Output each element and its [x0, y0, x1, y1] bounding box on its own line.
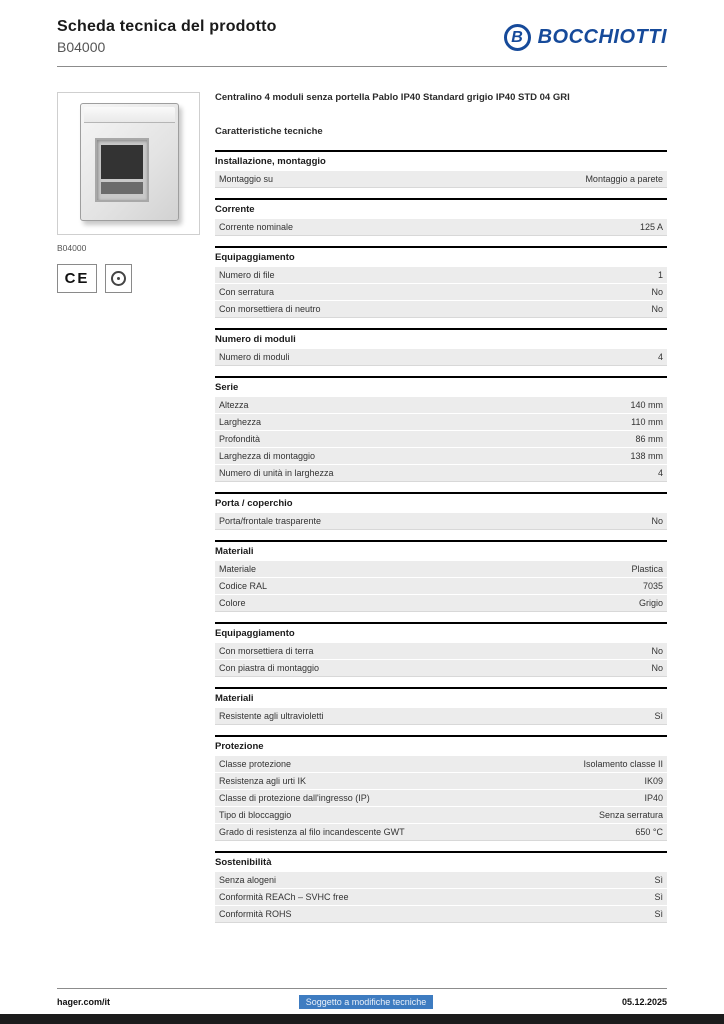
round-certification-icon [111, 271, 126, 286]
spec-row [215, 595, 667, 612]
spec-value: 7035 [642, 580, 663, 591]
spec-value: 140 mm [630, 399, 663, 410]
spec-section [215, 735, 667, 841]
spec-label: Conformità REACh – SVHC free [219, 891, 349, 902]
spec-row [215, 807, 667, 824]
spec-label: Altezza [219, 399, 249, 410]
spec-row [215, 397, 667, 414]
spec-row [215, 219, 667, 236]
right-column [215, 92, 667, 933]
technical-characteristics-heading: Caratteristiche tecniche [215, 125, 323, 137]
spec-label: Numero di file [219, 269, 275, 280]
spec-label: Montaggio su [219, 173, 274, 184]
spec-section-title: Porta / coperchio [215, 492, 667, 513]
spec-row [215, 773, 667, 790]
bottom-black-bar [0, 1014, 724, 1024]
spec-value: 125 A [639, 221, 663, 232]
spec-section [215, 540, 667, 612]
footer-date: 05.12.2025 [621, 997, 667, 1007]
spec-section [215, 376, 667, 482]
spec-row [215, 284, 667, 301]
spec-section-title: Materiali [215, 540, 667, 561]
spec-value: 86 mm [635, 433, 663, 444]
bocchiotti-logo [504, 24, 667, 51]
spec-value: 4 [657, 351, 663, 362]
spec-section-title: Materiali [215, 687, 667, 708]
spec-row [215, 824, 667, 841]
enclosure-drawing [80, 103, 179, 221]
spec-section [215, 246, 667, 318]
spec-value: Sì [654, 891, 663, 902]
footer-website[interactable]: hager.com/it [57, 997, 111, 1007]
page-title: Scheda tecnica del prodotto [57, 18, 277, 35]
spec-label: Con morsettiera di neutro [219, 303, 321, 314]
product-title: Centralino 4 moduli senza portella Pablo IP40 Standard grigio IP40 STD 04 GRI [215, 92, 570, 103]
spec-value: 1 [657, 269, 663, 280]
spec-value: Sì [654, 874, 663, 885]
spec-label: Con morsettiera di terra [219, 645, 314, 656]
product-image-caption: B04000 [57, 243, 87, 253]
spec-row [215, 790, 667, 807]
spec-row [215, 756, 667, 773]
spec-value: Senza serratura [598, 809, 663, 820]
spec-row [215, 708, 667, 725]
spec-section-title: Serie [215, 376, 667, 397]
enclosure-lower-slot [101, 182, 143, 194]
spec-label: Materiale [219, 563, 257, 574]
bocchiotti-logo-icon: B [504, 24, 531, 51]
spec-label: Classe protezione [219, 758, 292, 769]
spec-label: Numero di unità in larghezza [219, 467, 334, 478]
spec-value: 650 °C [635, 826, 663, 837]
spec-row [215, 643, 667, 660]
spec-value: No [651, 286, 663, 297]
spec-section-title: Installazione, montaggio [215, 150, 667, 171]
product-code: B04000 [57, 39, 106, 55]
spec-label: Larghezza [219, 416, 262, 427]
spec-section-title: Protezione [215, 735, 667, 756]
spec-value: No [651, 662, 663, 673]
spec-row [215, 578, 667, 595]
spec-row [215, 349, 667, 366]
spec-value: Montaggio a parete [585, 173, 663, 184]
left-column [57, 92, 202, 293]
header-divider [57, 66, 667, 67]
spec-row [215, 561, 667, 578]
spec-value: IP40 [644, 792, 663, 803]
spec-value: Sì [654, 908, 663, 919]
spec-label: Grado di resistenza al filo incandescente GWT [219, 826, 405, 837]
spec-value: Plastica [631, 563, 663, 574]
spec-section [215, 150, 667, 188]
spec-label: Senza alogeni [219, 874, 277, 885]
spec-section [215, 622, 667, 677]
spec-section [215, 492, 667, 530]
spec-section-title: Numero di moduli [215, 328, 667, 349]
spec-row [215, 448, 667, 465]
spec-label: Corrente nominale [219, 221, 294, 232]
spec-value: 4 [657, 467, 663, 478]
spec-row [215, 872, 667, 889]
spec-value: Sì [654, 710, 663, 721]
spec-value: No [651, 645, 663, 656]
footer-disclaimer: Soggetto a modifiche tecniche [299, 995, 434, 1009]
product-image [57, 92, 200, 235]
spec-label: Con piastra di montaggio [219, 662, 320, 673]
ce-mark: CE [57, 264, 97, 293]
spec-value: Grigio [638, 597, 663, 608]
spec-section [215, 328, 667, 366]
spec-row [215, 171, 667, 188]
spec-section [215, 198, 667, 236]
spec-row [215, 513, 667, 530]
spec-label: Classe di protezione dall'ingresso (IP) [219, 792, 370, 803]
enclosure-dark-slot [101, 145, 143, 179]
spec-value: Isolamento classe II [583, 758, 663, 769]
spec-row [215, 465, 667, 482]
round-certification-mark [105, 264, 132, 293]
certifications [57, 264, 202, 293]
spec-section [215, 851, 667, 923]
spec-section-title: Equipaggiamento [215, 246, 667, 267]
spec-label: Larghezza di montaggio [219, 450, 316, 461]
page-footer [57, 988, 667, 1009]
spec-row [215, 906, 667, 923]
spec-section-title: Sostenibilità [215, 851, 667, 872]
spec-value: 138 mm [630, 450, 663, 461]
enclosure-module-window [95, 138, 149, 202]
spec-section-title: Corrente [215, 198, 667, 219]
spec-value: 110 mm [631, 416, 663, 427]
spec-row [215, 660, 667, 677]
spec-label: Porta/frontale trasparente [219, 515, 322, 526]
spec-section-title: Equipaggiamento [215, 622, 667, 643]
brand-name: BOCCHIOTTI [537, 26, 667, 48]
spec-label: Colore [219, 597, 246, 608]
spec-value: IK09 [644, 775, 663, 786]
spec-label: Con serratura [219, 286, 275, 297]
spec-label: Profondità [219, 433, 261, 444]
spec-label: Conformità ROHS [219, 908, 292, 919]
spec-row [215, 301, 667, 318]
spec-sections [215, 150, 667, 923]
enclosure-lid [84, 107, 175, 123]
spec-label: Tipo di bloccaggio [219, 809, 292, 820]
spec-label: Numero di moduli [219, 351, 290, 362]
spec-label: Resistente agli ultravioletti [219, 710, 324, 721]
spec-value: No [651, 515, 663, 526]
spec-row [215, 267, 667, 284]
spec-row [215, 889, 667, 906]
spec-value: No [651, 303, 663, 314]
spec-row [215, 414, 667, 431]
spec-section [215, 687, 667, 725]
spec-label: Codice RAL [219, 580, 268, 591]
spec-label: Resistenza agli urti IK [219, 775, 307, 786]
page-header [57, 18, 667, 66]
spec-row [215, 431, 667, 448]
